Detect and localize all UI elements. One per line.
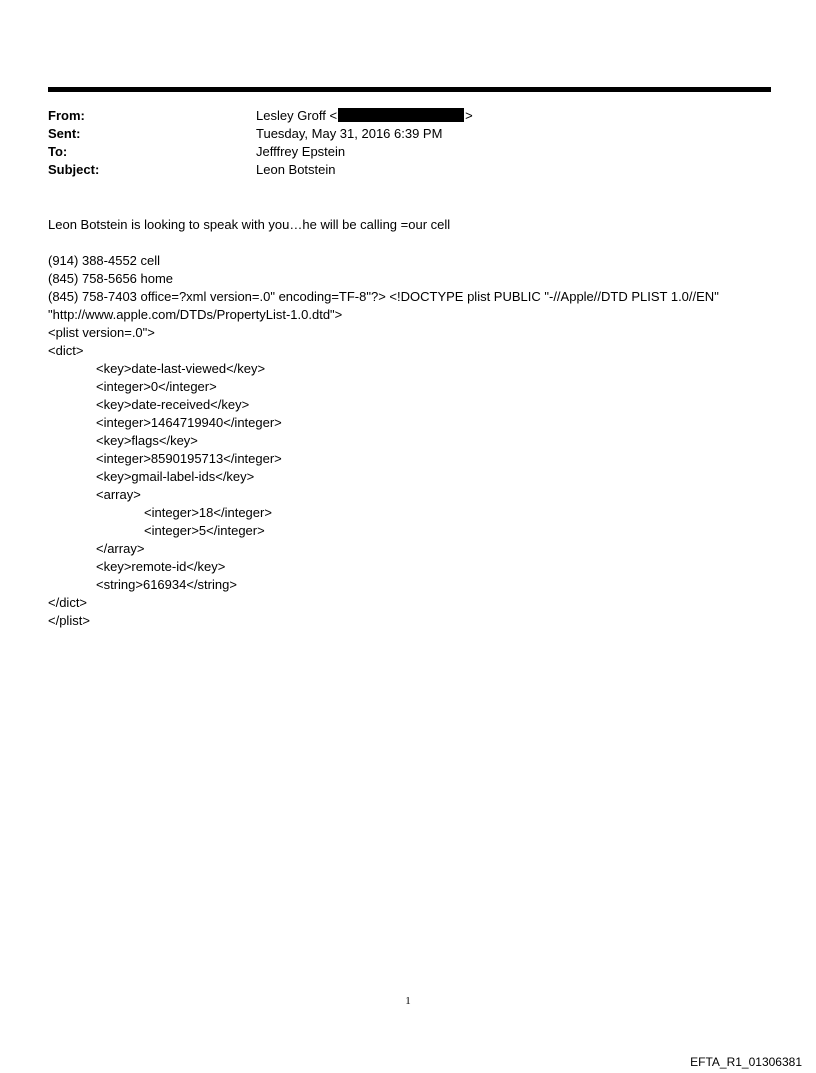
to-row [48,143,473,161]
to-value: Jefffrey Epstein [256,144,346,159]
document-id: EFTA_R1_01306381 [690,1055,802,1069]
email-header [48,107,473,179]
header-divider [48,87,771,92]
plist-entry-line: <integer>1464719940</integer> [96,415,282,430]
plist-entry-line: <key>gmail-label-ids</key> [96,469,255,484]
from-close: > [465,108,473,123]
subject-value: Leon Botstein [256,162,336,177]
sent-value: Tuesday, May 31, 2016 6:39 PM [256,126,443,141]
email-body [48,216,778,630]
plist-entry-line: <string>616934</string> [96,577,237,592]
to-label: To: [48,144,68,159]
from-label: From: [48,108,85,123]
plist-entry-line: <array> [96,487,141,502]
page-number: 1 [405,995,411,1007]
plist-entries [48,360,778,594]
plist-open-line: <plist version=.0"> [48,325,155,340]
plist-entry-line: <key>date-received</key> [96,397,250,412]
dict-open-line: <dict> [48,343,84,358]
dict-close-line: </dict> [48,595,88,610]
phone-home-line: (845) 758-5656 home [48,271,174,286]
plist-entry-line: </array> [96,541,145,556]
spacer [48,234,778,252]
phone-cell-line: (914) 388-4552 cell [48,253,161,268]
from-row [48,107,473,125]
plist-entry-line: <integer>0</integer> [96,379,217,394]
subject-label: Subject: [48,162,100,177]
dtd-url-line: "http://www.apple.com/DTDs/PropertyList-1.0.dtd"> [48,307,343,322]
from-value [256,107,473,125]
plist-entry-line: <key>remote-id</key> [96,559,226,574]
plist-entry-line: <key>flags</key> [96,433,198,448]
plist-entry-line: <integer>18</integer> [144,505,272,520]
plist-close-line: </plist> [48,613,90,628]
redaction-box [338,108,464,122]
subject-row [48,161,473,179]
plist-entry-line: <integer>5</integer> [144,523,265,538]
sent-row [48,125,473,143]
plist-entry-line: <key>date-last-viewed</key> [96,361,266,376]
from-name: Lesley Groff < [256,108,338,123]
plist-entry-line: <integer>8590195713</integer> [96,451,282,466]
sent-label: Sent: [48,126,81,141]
message-line: Leon Botstein is looking to speak with you…he will be calling =our cell [48,217,451,232]
phone-office-line: (845) 758-7403 office=?xml version=.0" encoding=TF-8"?> <!DOCTYPE plist PUBLIC "-//Apple//DTD PLIST 1.0//EN" [48,289,719,304]
